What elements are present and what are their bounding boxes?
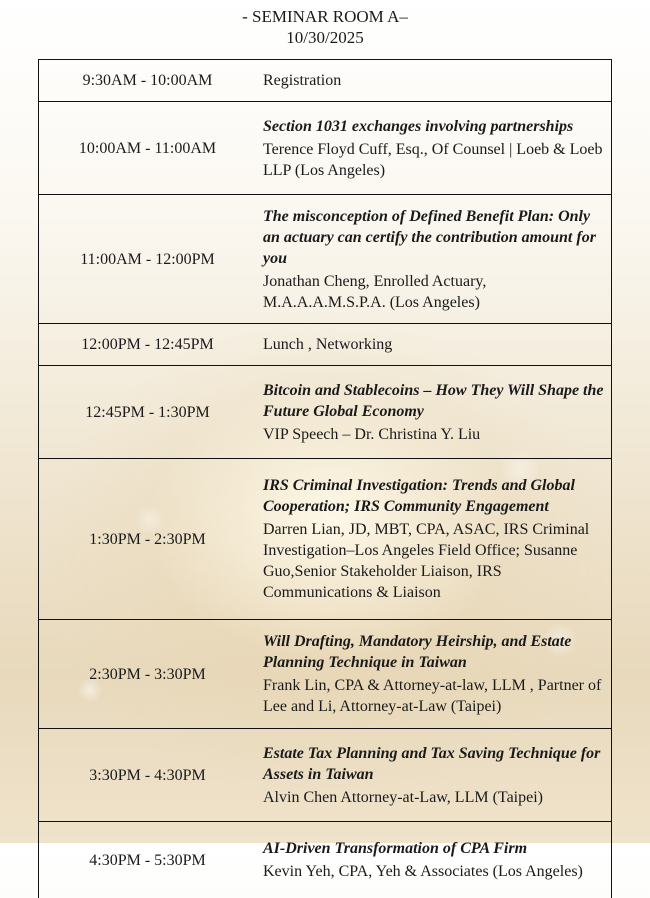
session-speaker: Lunch , Networking <box>263 334 605 355</box>
session-time: 11:00AM - 12:00PM <box>39 195 251 324</box>
session-title: AI-Driven Transformation of CPA Firm <box>263 838 605 859</box>
session-time: 3:30PM - 4:30PM <box>39 729 251 822</box>
session-details <box>250 729 612 822</box>
session-details <box>250 620 612 729</box>
session-title: Will Drafting, Mandatory Heirship, and Estate Planning Technique in Taiwan <box>263 631 605 673</box>
page-header <box>0 6 650 48</box>
session-details <box>250 324 612 366</box>
session-speaker: Frank Lin, CPA & Attorney-at-law, LLM , Partner of Lee and Li, Attorney-at-Law (Taipei) <box>263 675 605 717</box>
table-row <box>39 822 612 898</box>
session-time: 2:30PM - 3:30PM <box>39 620 251 729</box>
schedule-table <box>38 59 612 898</box>
session-details <box>250 102 612 195</box>
session-speaker: Kevin Yeh, CPA, Yeh & Associates (Los Angeles) <box>263 861 605 882</box>
session-speaker: VIP Speech – Dr. Christina Y. Liu <box>263 424 605 445</box>
session-details <box>250 195 612 324</box>
session-speaker: Alvin Chen Attorney-at-Law, LLM (Taipei) <box>263 787 605 808</box>
table-row <box>39 324 612 366</box>
session-details <box>250 822 612 898</box>
session-title: Bitcoin and Stablecoins – How They Will Shape the Future Global Economy <box>263 380 605 422</box>
session-speaker: Jonathan Cheng, Enrolled Actuary, M.A.A.A.M.S.P.A. (Los Angeles) <box>263 271 605 313</box>
session-time: 12:00PM - 12:45PM <box>39 324 251 366</box>
session-speaker: Registration <box>263 70 605 91</box>
table-row <box>39 102 612 195</box>
session-title: Estate Tax Planning and Tax Saving Technique for Assets in Taiwan <box>263 743 605 785</box>
session-title: The misconception of Defined Benefit Plan: Only an actuary can certify the contribution amount for you <box>263 206 605 269</box>
session-speaker: Terence Floyd Cuff, Esq., Of Counsel | Loeb & Loeb LLP (Los Angeles) <box>263 139 605 181</box>
table-row <box>39 620 612 729</box>
session-time: 4:30PM - 5:30PM <box>39 822 251 898</box>
session-title: IRS Criminal Investigation: Trends and Global Cooperation; IRS Community Engagement <box>263 475 605 517</box>
event-date: 10/30/2025 <box>0 27 650 48</box>
table-row <box>39 459 612 620</box>
session-details <box>250 366 612 459</box>
table-row <box>39 60 612 102</box>
session-time: 1:30PM - 2:30PM <box>39 459 251 620</box>
session-time: 10:00AM - 11:00AM <box>39 102 251 195</box>
session-details <box>250 459 612 620</box>
session-time: 9:30AM - 10:00AM <box>39 60 251 102</box>
session-time: 12:45PM - 1:30PM <box>39 366 251 459</box>
room-title: - SEMINAR ROOM A– <box>0 6 650 27</box>
session-speaker: Darren Lian, JD, MBT, CPA, ASAC, IRS Criminal Investigation–Los Angeles Field Office; Susanne Guo,Senior Stakeholder Liaison, IRS Communications & Liaison <box>263 519 605 603</box>
table-row <box>39 729 612 822</box>
table-row <box>39 366 612 459</box>
table-row <box>39 195 612 324</box>
session-title: Section 1031 exchanges involving partnerships <box>263 116 605 137</box>
session-details <box>250 60 612 102</box>
